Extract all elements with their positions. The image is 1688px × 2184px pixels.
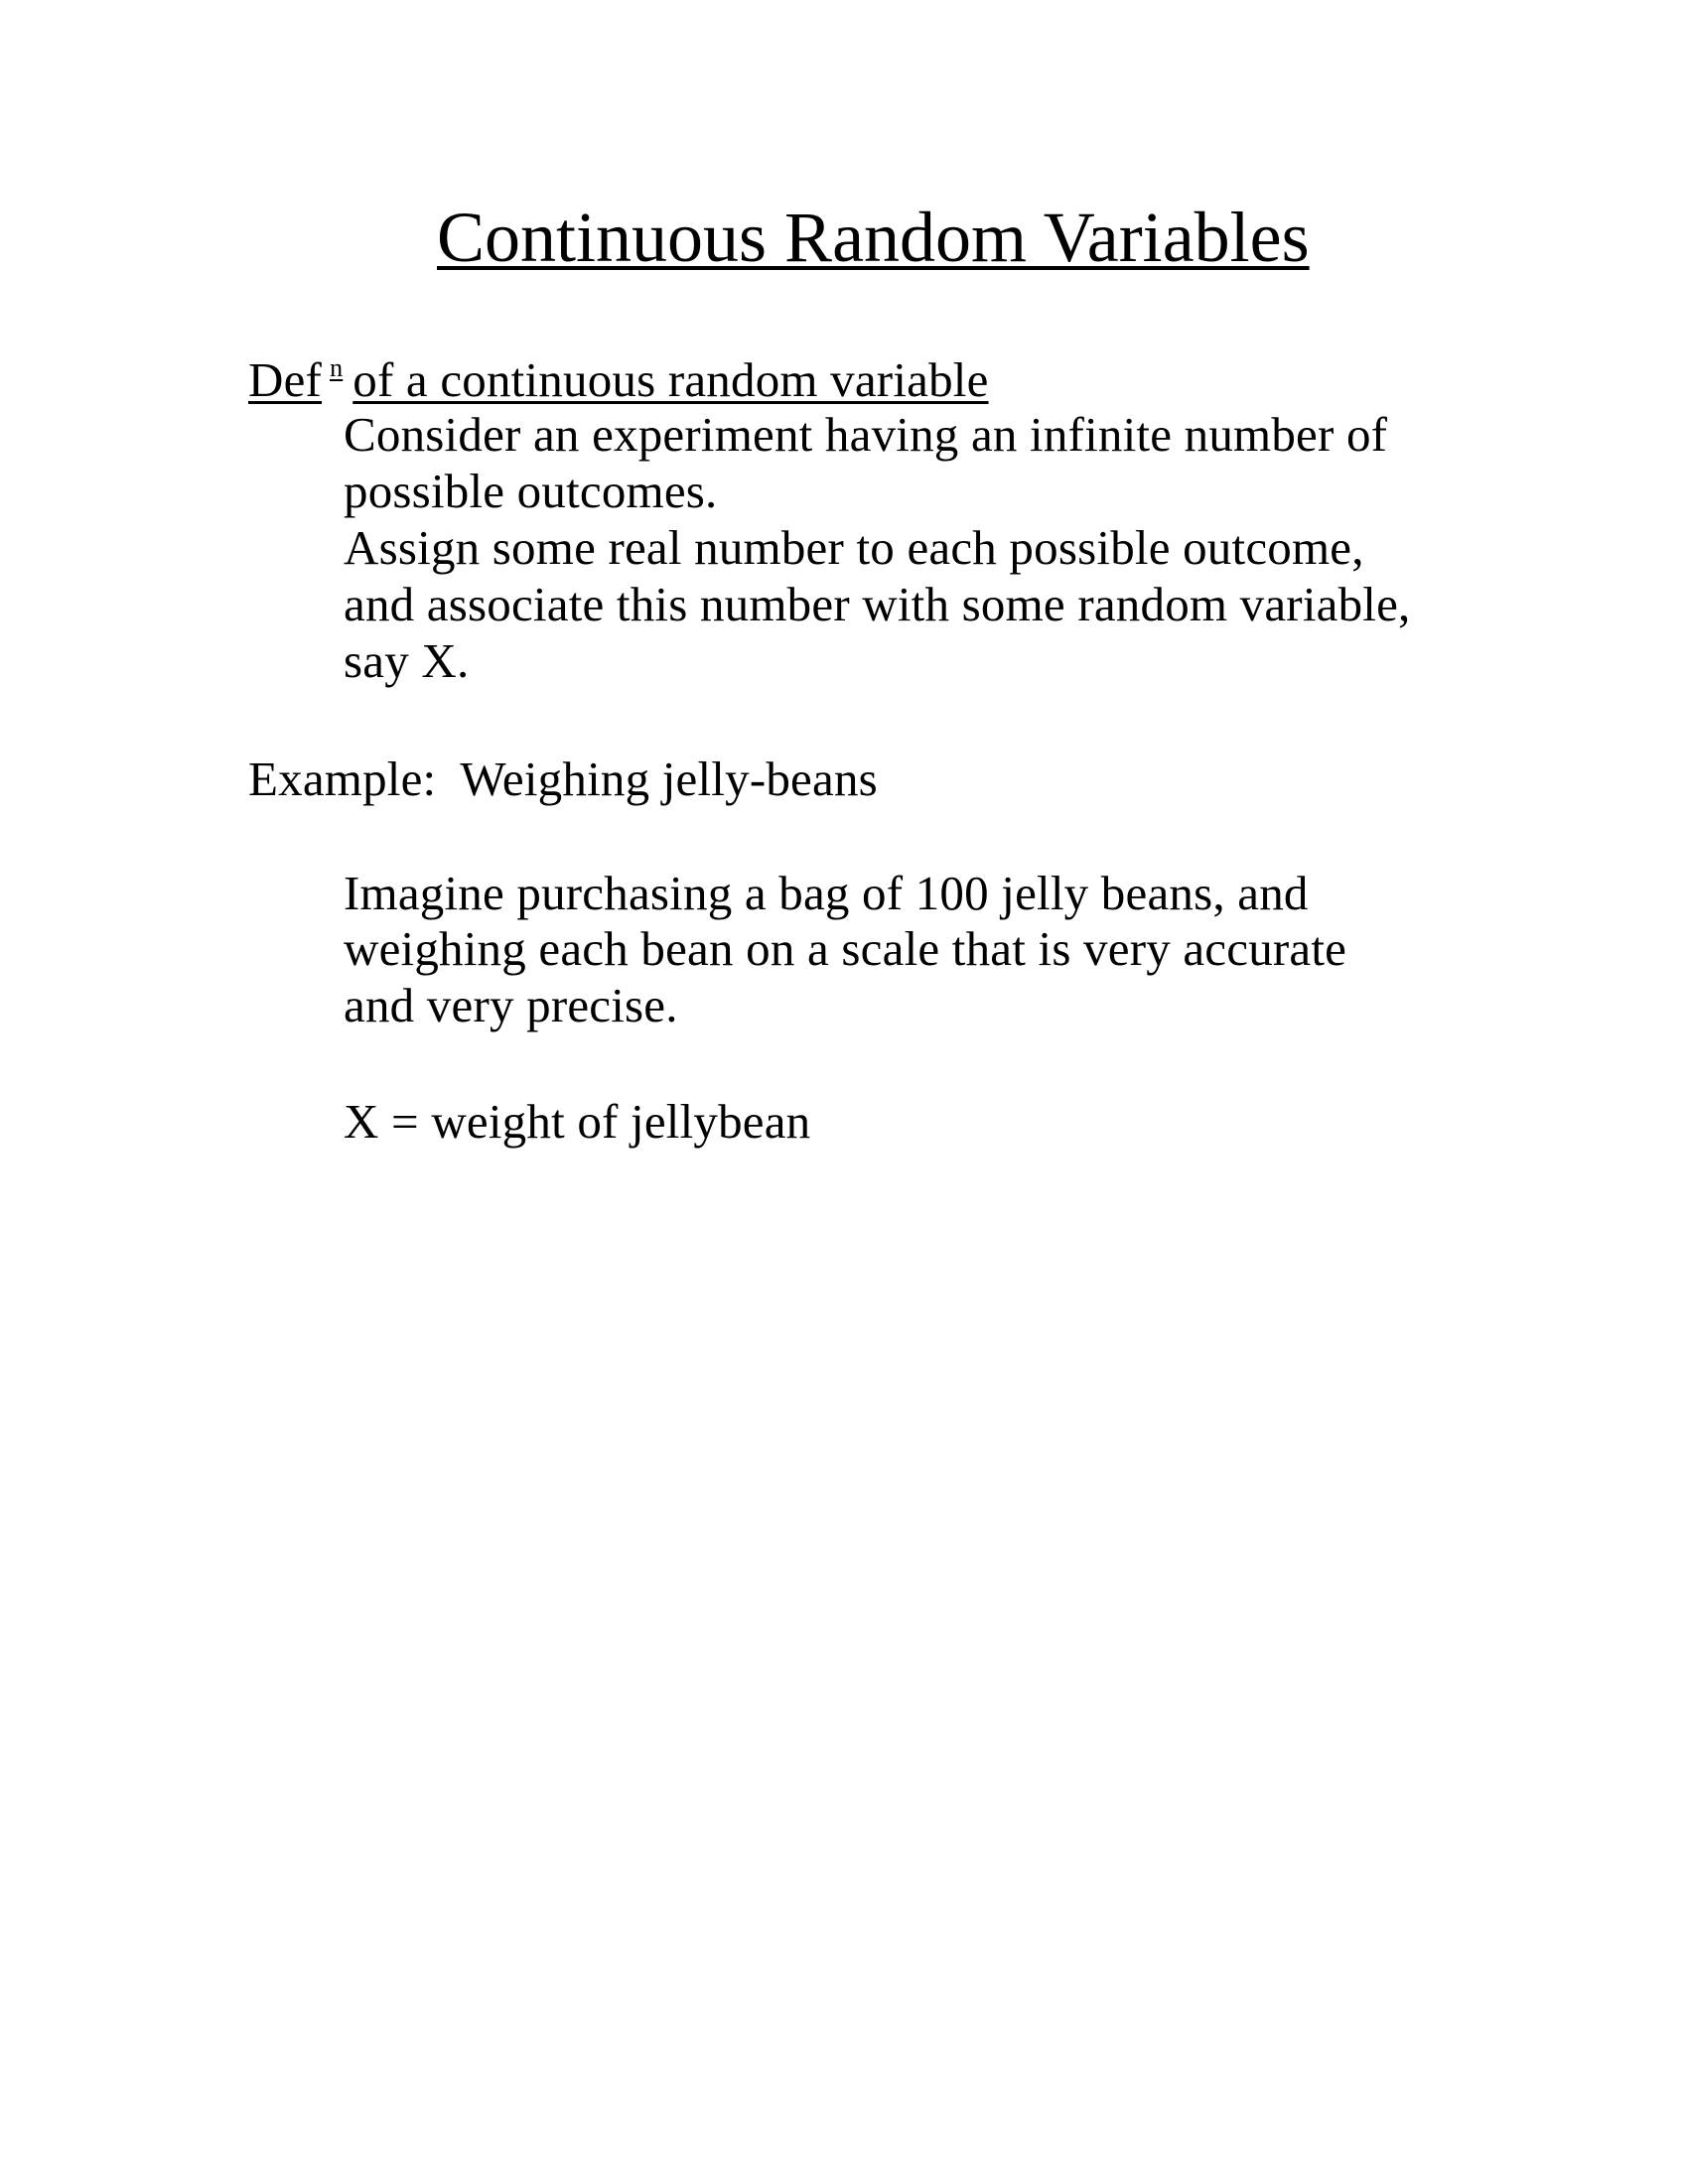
definition-line: possible outcomes. xyxy=(344,464,718,518)
definition-heading xyxy=(248,353,989,407)
example-line: and very precise. xyxy=(344,978,678,1032)
example-heading: Example: Weighing jelly-beans xyxy=(248,751,878,806)
page-title: Continuous Random Variables xyxy=(437,198,1310,277)
definition-heading-prefix: Def xyxy=(248,352,323,407)
definition-line: Assign some real number to each possible outcome, xyxy=(344,520,1364,575)
definition-heading-rest: of a continuous random variable xyxy=(352,352,989,407)
example-line: weighing each bean on a scale that is very accurate xyxy=(344,921,1347,976)
random-variable-definition: X = weight of jellybean xyxy=(344,1094,811,1149)
example-line: Imagine purchasing a bag of 100 jelly beans, and xyxy=(344,866,1309,920)
definition-line: say X. xyxy=(344,633,470,688)
definition-line: and associate this number with some random variable, xyxy=(344,577,1411,631)
definition-line: Consider an experiment having an infinite number of xyxy=(344,407,1388,462)
definition-heading-superscript: n xyxy=(330,353,344,382)
